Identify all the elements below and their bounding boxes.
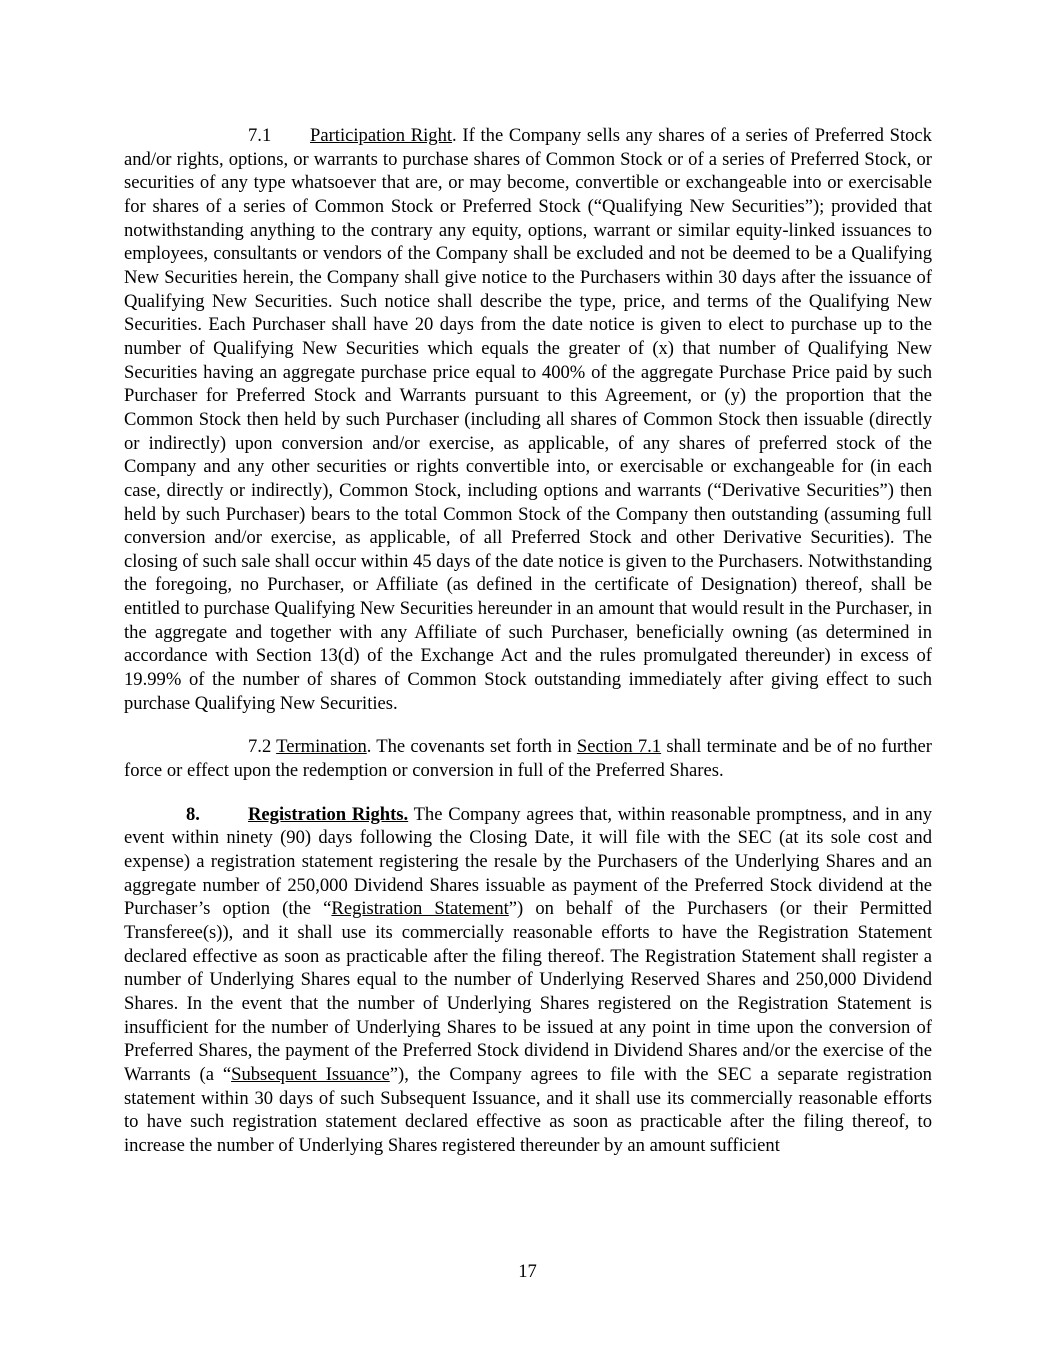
section-7-2-text-1: . The covenants set forth in — [366, 736, 577, 758]
document-page — [124, 124, 932, 1158]
section-7-1-body: . If the Company sells any shares of a series of Preferred Stock and/or rights, options, or warrants to purchase shares of Common Stock or of a series of Preferred Stock, or securities of any type whatsoever that are, or may become, convertible or exchangeable into or exercisable for shares of a series of Common Stock or Preferred Stock (“Qualifying New Securities”); provided that notwithstanding anything to the contrary any equity, options, warrant or similar equity-linked issuances to employees, consultants or vendors of the Company shall be excluded and not be deemed to be a Qualifying New Securities herein, the Company shall give notice to the Purchasers within 30 days after the issuance of Qualifying New Securities. Such notice shall describe the type, price, and terms of the Qualifying New Securities. Each Purchaser shall have 20 days from the date notice is given to elect to purchase up to the number of Qualifying New Securities which equals the greater of (x) that number of Qualifying New Securities having an aggregate purchase price equal to 400% of the aggregate Purchase Price paid by such Purchaser for Preferred Stock and Warrants pursuant to this Agreement, or (y) the proportion that the Common Stock then held by such Purchaser (including all shares of Common Stock then issuable (directly or indirectly) upon conversion and/or exercise, as applicable, of any shares of preferred stock of the Company and any other securities or rights convertible into, or exercisable or exchangeable for (in each case, directly or indirectly), Common Stock, including options and warrants (“Derivative Securities”) then held by such Purchaser) bears to the total Common Stock of the Company then outstanding (assuming full conversion and/or exercise, as applicable, of all Preferred Stock and other Derivative Securities). The closing of such sale shall occur within 45 days of the date notice is given to the Purchasers. Notwithstanding the foregoing, no Purchaser, or Affiliate (as defined in the certificate of Designation) thereof, shall be entitled to purchase Qualifying New Securities hereunder in an amount that would result in the Purchaser, in the aggregate and together with any Affiliate of such Purchaser, beneficially owning (as determined in accordance with Section 13(d) of the Exchange Act and the rules promulgated thereunder) in excess of 19.99% of the number of shares of Common Stock outstanding immediately after giving effect to such purchase Qualifying New Securities. — [124, 125, 932, 714]
section-8-number: 8. — [186, 803, 200, 825]
section-7-2-heading: Termination — [276, 736, 367, 758]
section-8-text-2: ”) on behalf of the Purchasers (or their Permitted Transferee(s)), and it shall use its commercially reasonable efforts to have the Registration Statement declared effective as soon as practicable after the filing thereof. The Registration Statement shall register a number of Underlying Shares equal to the number of Underlying Reserved Shares and 250,000 Dividend Shares. In the event that the number of Underlying Shares registered on the Registration Statement is insufficient for the number of Underlying Shares to be issued at any point in time upon the conversion of Preferred Shares, the payment of the Preferred Stock dividend in Dividend Shares and/or the exercise of the Warrants (a “ — [124, 898, 932, 1085]
section-7-1-paragraph — [124, 124, 932, 715]
section-8-text-3: ”), the Company agrees to file with the SEC a separate registration statement within 30 days of such Subsequent Issuance, and it shall use its commercially reasonable efforts to have such registration statement declared effective as soon as practicable after the filing thereof, to increase the number of Underlying Shares registered thereunder by an amount sufficient — [124, 1063, 932, 1156]
section-7-2-number: 7.2 — [248, 736, 272, 758]
section-7-1-heading: Participation Right — [310, 125, 453, 146]
subsequent-issuance-term: Subsequent Issuance — [231, 1063, 390, 1085]
section-7-2-text-2: shall terminate and be of no further force or effect upon the redemption or conversion in full of the Preferred Shares. — [124, 736, 932, 782]
registration-statement-term: Registration Statement — [331, 898, 509, 920]
section-7-2-paragraph — [124, 735, 932, 782]
section-8-heading: Registration Rights. — [248, 803, 409, 825]
section-7-1-reference: Section 7.1 — [576, 736, 662, 758]
section-7-1-number: 7.1 — [248, 125, 272, 146]
section-8-text-1: The Company agrees that, within reasonable promptness, and in any event within ninety (90) days following the Closing Date, it will file with the SEC (at its sole cost and expense) a registration statement registering the resale by the Purchasers of the Underlying Shares and an aggregate number of 250,000 Dividend Shares issuable as payment of the Preferred Stock dividend at the Purchaser’s option (the “ — [124, 803, 932, 920]
page-number: 17 — [518, 1261, 537, 1282]
section-8-paragraph — [124, 803, 932, 1158]
